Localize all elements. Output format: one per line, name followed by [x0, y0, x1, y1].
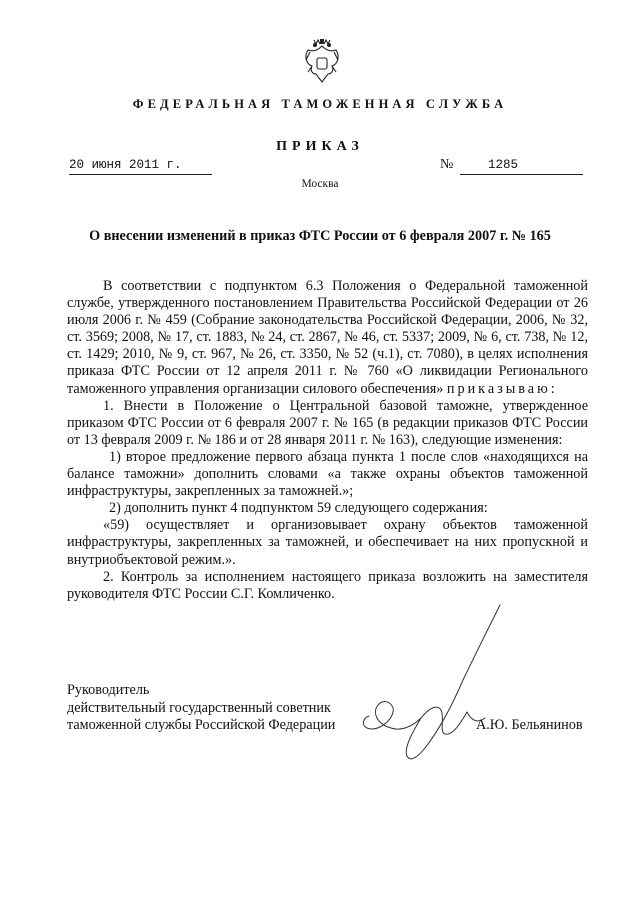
signer-line-3: таможенной службы Российской Федерации [67, 717, 336, 733]
paragraph-1: 1. Внести в Положение о Центральной базовой таможне, утвержденное приказом ФТС России от 6 февраля 2007 г. № 165 (в редакции приказов ФТС России от 13 февраля 2009 г. № 186 и от 28 января 2011 г. № 163), следующие изменения: [67, 397, 588, 448]
paragraph-2: 2. Контроль за исполнением настоящего приказа возложить на заместителя руководителя ФТС России С.Г. Комличенко. [67, 568, 588, 602]
order-subject: О внесении изменений в приказ ФТС России от 6 февраля 2007 г. № 165 [89, 228, 551, 244]
signer-name: А.Ю. Бельянинов [476, 717, 583, 733]
order-number: 1285 [460, 158, 583, 175]
organization-name: ФЕДЕРАЛЬНАЯ ТАМОЖЕННАЯ СЛУЖБА [132, 97, 508, 111]
signer-line-1: Руководитель [67, 682, 150, 698]
order-body [67, 278, 588, 603]
signer-title [67, 682, 335, 735]
order-word: приказываю: [446, 380, 558, 397]
number-sign: № [440, 157, 454, 172]
coat-of-arms-icon [300, 36, 344, 86]
order-date: 20 июня 2011 г. [69, 158, 212, 175]
city: Москва [301, 178, 339, 190]
paragraph-1-2: 2) дополнить пункт 4 подпунктом 59 следующего содержания: [109, 500, 488, 517]
handwritten-signature [355, 600, 505, 765]
paragraph-59: «59) осуществляет и организовывает охрану объектов таможенной инфраструктуры, закрепленных за таможней, и обеспечивает на них пропускной и внутриобъектовой режим.». [67, 517, 588, 568]
document-type: ПРИКАЗ [276, 139, 364, 154]
signer-line-2: действительный государственный советник [67, 699, 331, 716]
paragraph-1-1: 1) второе предложение первого абзаца пункта 1 после слов «находящихся на балансе таможни» дополнить словами «а также охраны объектов таможенной инфраструктуры, закрепленных за таможней.»; [67, 448, 588, 500]
preamble-text: В соответствии с подпунктом 6.3 Положения о Федеральной таможенной службе, утвержденного постановлением Правительства Российской Федерации от 26 июля 2006 г. № 459 (Собрание законодательства Российской Федерации, 2006, № 32, ст. 3569; 2008, № 17, ст. 1883, № 24, ст. 2867, № 46, ст. 5337; 2009, № 6, ст. 738, № 12, ст. 1429; 2010, № 9, ст. 967, № 26, ст. 3350, № 52 (ч.1), ст. 7080), в целях исполнения приказа ФТС России от 12 апреля 2011 г. № 760 «О ликвидации Регионального таможенного управления организации силового обеспечения» [67, 278, 588, 397]
paragraph-preamble [67, 278, 588, 398]
